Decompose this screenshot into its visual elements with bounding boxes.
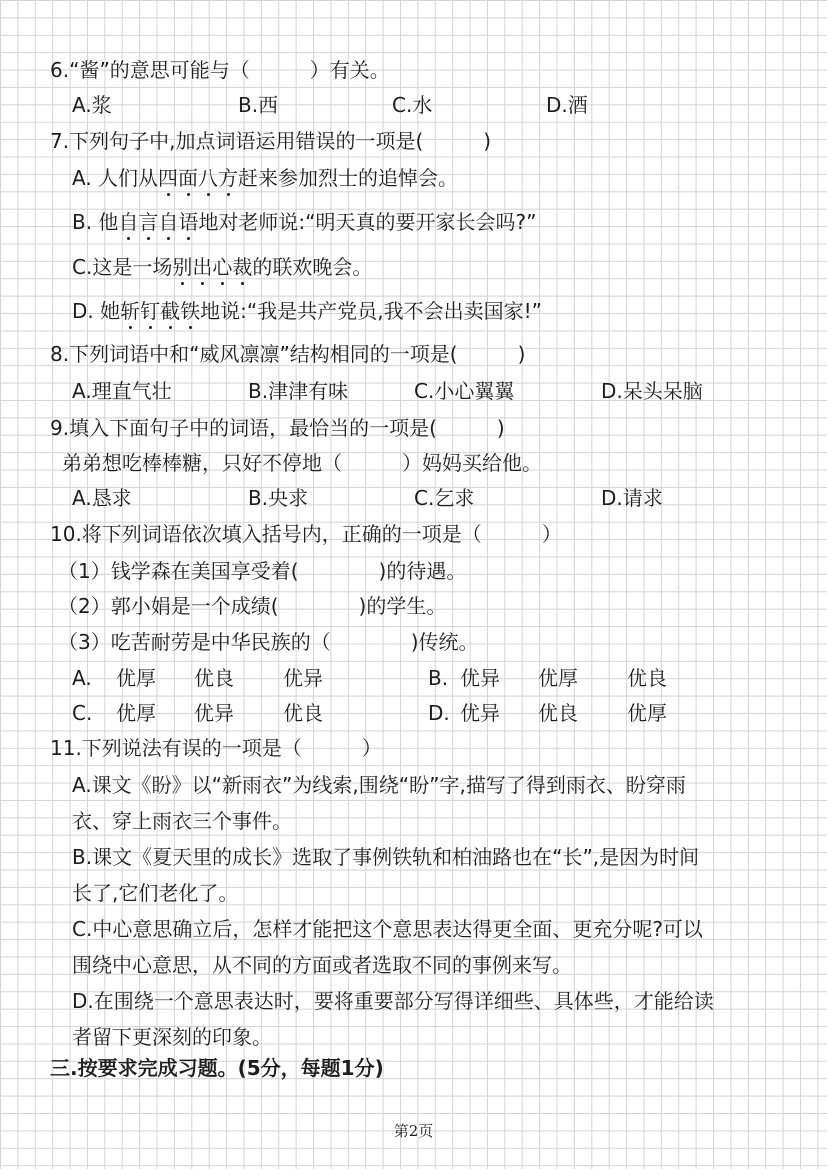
dotted-char: 钉	[140, 299, 161, 323]
dotted-char: 裁	[232, 255, 253, 279]
q8-option-b: B.津津有味	[248, 379, 349, 403]
q10-option-c-word-1: 优厚	[116, 701, 156, 725]
q10-option-a-word-1: 优厚	[116, 666, 156, 690]
q6-option-a: A.浆	[72, 93, 112, 117]
q8-option-d: D.呆头呆脑	[601, 379, 703, 403]
q8-stem: 8.下列词语中和“威风凛凛”结构相同的一项是( )	[50, 342, 526, 366]
q10-item-1: （1）钱学森在美国享受着( )的待遇。	[58, 559, 467, 583]
dotted-char: 言	[138, 210, 159, 234]
dotted-char: 铁	[180, 299, 201, 323]
q10-option-d-word-2: 优良	[538, 701, 578, 725]
q6-option-d: D.酒	[546, 93, 588, 117]
dotted-char: 自	[118, 210, 139, 234]
q7-option-b: B. 他自言自语地对老师说:“明天真的要开家长会吗?”	[72, 210, 537, 234]
q10-option-a-word-2: 优良	[194, 666, 234, 690]
q10-option-c-word-3: 优良	[283, 701, 323, 725]
q10-option-c-label: C.	[72, 701, 93, 725]
q7-option-d: D. 她斩钉截铁地说:“我是共产党员,我不会出卖国家!”	[72, 299, 542, 323]
q10-option-b-word-3: 优良	[627, 666, 667, 690]
q7-stem: 7.下列句子中,加点词语运用错误的一项是( )	[50, 129, 492, 153]
q10-option-b-label: B.	[428, 666, 449, 690]
section-3-heading: 三.按要求完成习题。(5分，每题1分)	[50, 1056, 384, 1080]
q11-option-b-line-2: 长了,它们老化了。	[72, 881, 239, 905]
q7-option-c: C.这是一场别出心裁的联欢晚会。	[72, 255, 373, 279]
q10-option-d-label: D.	[428, 701, 450, 725]
dotted-char: 方	[218, 166, 239, 190]
q11-option-c-line-2: 围绕中心意思，从不同的方面或者选取不同的事例来写。	[72, 953, 572, 977]
q10-option-d-word-1: 优异	[460, 701, 500, 725]
q10-option-a-word-3: 优异	[283, 666, 323, 690]
q10-option-c-word-2: 优异	[194, 701, 234, 725]
dotted-char: 别	[172, 255, 193, 279]
q11-option-d-line-1: D.在围绕一个意思表达时，要将重要部分写得详细些、具体些，才能给读	[72, 989, 714, 1013]
dotted-char: 自	[158, 210, 179, 234]
q10-stem: 10.将下列词语依次填入括号内，正确的一项是（ ）	[50, 522, 562, 546]
q11-option-c-line-1: C.中心意思确立后，怎样才能把这个意思表达得更全面、更充分呢?可以	[72, 917, 703, 941]
q10-item-3: （3）吃苦耐劳是中华民族的（ )传统。	[58, 630, 479, 654]
page-number: 第2页	[393, 1122, 434, 1140]
q11-stem: 11.下列说法有误的一项是（ ）	[50, 736, 382, 760]
dotted-char: 斩	[120, 299, 141, 323]
q9-option-c: C.乞求	[414, 486, 475, 510]
dotted-char: 八	[198, 166, 219, 190]
q6-option-b: B.西	[238, 93, 279, 117]
q8-option-c: C.小心翼翼	[414, 379, 515, 403]
q10-option-b-word-2: 优厚	[538, 666, 578, 690]
q10-option-a-label: A.	[72, 666, 92, 690]
q9-option-d: D.请求	[601, 486, 663, 510]
q6-stem: 6.“酱”的意思可能与（ ）有关。	[50, 58, 390, 82]
q6-option-c: C.水	[392, 93, 433, 117]
q7-option-a: A. 人们从四面八方赶来参加烈士的追悼会。	[72, 166, 459, 190]
dotted-char: 语	[178, 210, 199, 234]
q8-option-a: A.理直气壮	[72, 379, 172, 403]
q11-option-a-line-1: A.课文《盼》以“新雨衣”为线索,围绕“盼”字,描写了得到雨衣、盼穿雨	[72, 773, 686, 797]
q11-option-a-line-2: 衣、穿上雨衣三个事件。	[72, 809, 292, 833]
q9-option-a: A.恳求	[72, 486, 132, 510]
q10-option-d-word-3: 优厚	[627, 701, 667, 725]
dotted-char: 出	[192, 255, 213, 279]
q9-option-b: B.央求	[248, 486, 309, 510]
q11-option-b-line-1: B.课文《夏天里的成长》选取了事例铁轨和柏油路也在“长”,是因为时间	[72, 845, 700, 869]
q10-item-2: （2）郭小娟是一个成绩( )的学生。	[58, 594, 447, 618]
q9-stem: 9.填入下面句子中的词语，最恰当的一项是( )	[50, 416, 505, 440]
dotted-char: 面	[178, 166, 199, 190]
q10-option-b-word-1: 优异	[460, 666, 500, 690]
q11-option-d-line-2: 者留下更深刻的印象。	[72, 1025, 272, 1049]
dotted-char: 四	[158, 166, 179, 190]
q9-sentence: 弟弟想吃棒棒糖，只好不停地（ ）妈妈买给他。	[62, 451, 542, 475]
dotted-char: 截	[160, 299, 181, 323]
dotted-char: 心	[212, 255, 233, 279]
